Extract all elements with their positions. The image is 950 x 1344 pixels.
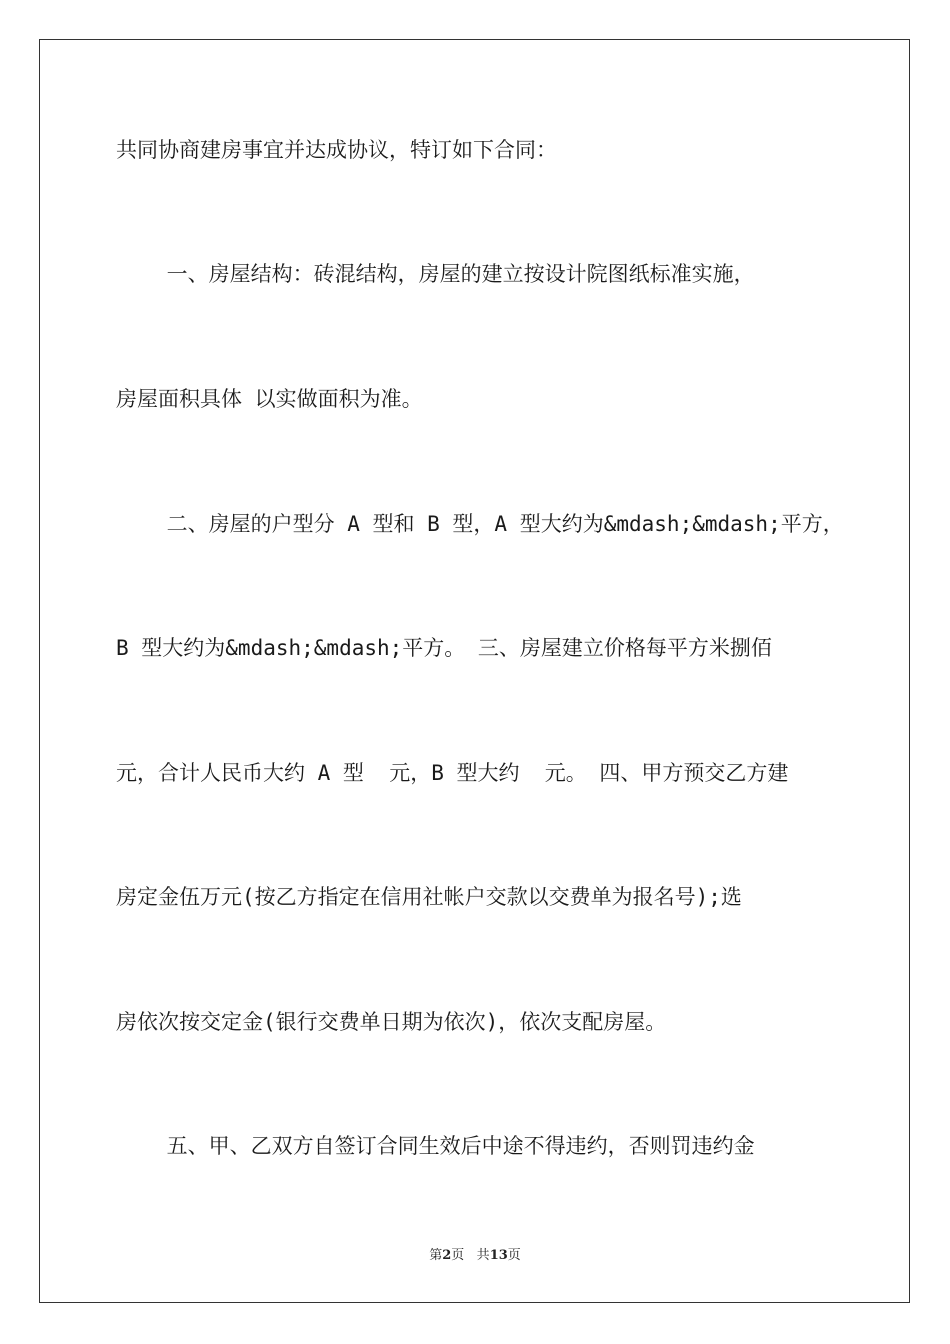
text-line-1: 共同协商建房事宜并达成协议，特订如下合同： xyxy=(116,138,557,162)
text-line-9: 五、甲、乙双方自签订合同生效后中途不得违约，否则罚违约金 xyxy=(116,1134,755,1158)
text-line-5: B 型大约为&mdash;&mdash;平方。 三、房屋建立价格每平方米捌佰 xyxy=(116,636,772,660)
text-line-4: 二、房屋的户型分 A 型和 B 型，A 型大约为&mdash;&mdash;平方， xyxy=(116,512,844,536)
text-line-7: 房定金伍万元(按乙方指定在信用社帐户交款以交费单为报名号);选 xyxy=(116,885,742,909)
footer-total-prefix: 共 xyxy=(476,1248,490,1263)
footer-page-prefix: 第 xyxy=(429,1248,443,1263)
text-line-8: 房依次按交定金(银行交费单日期为依次)，依次支配房屋。 xyxy=(116,1010,667,1034)
footer-page-suffix: 页 xyxy=(451,1248,465,1263)
text-line-2: 一、房屋结构：砖混结构，房屋的建立按设计院图纸标准实施， xyxy=(116,262,755,286)
footer-total-pages: 13 xyxy=(489,1248,508,1263)
page-footer xyxy=(0,1244,950,1263)
footer-page-number: 2 xyxy=(442,1248,452,1263)
footer-total-suffix: 页 xyxy=(507,1248,521,1263)
text-line-3: 房屋面积具体 以实做面积为准。 xyxy=(116,387,423,411)
text-line-6: 元，合计人民币大约 A 型 元，B 型大约 元。 四、甲方预交乙方建 xyxy=(116,761,789,785)
page-border xyxy=(39,39,910,1303)
